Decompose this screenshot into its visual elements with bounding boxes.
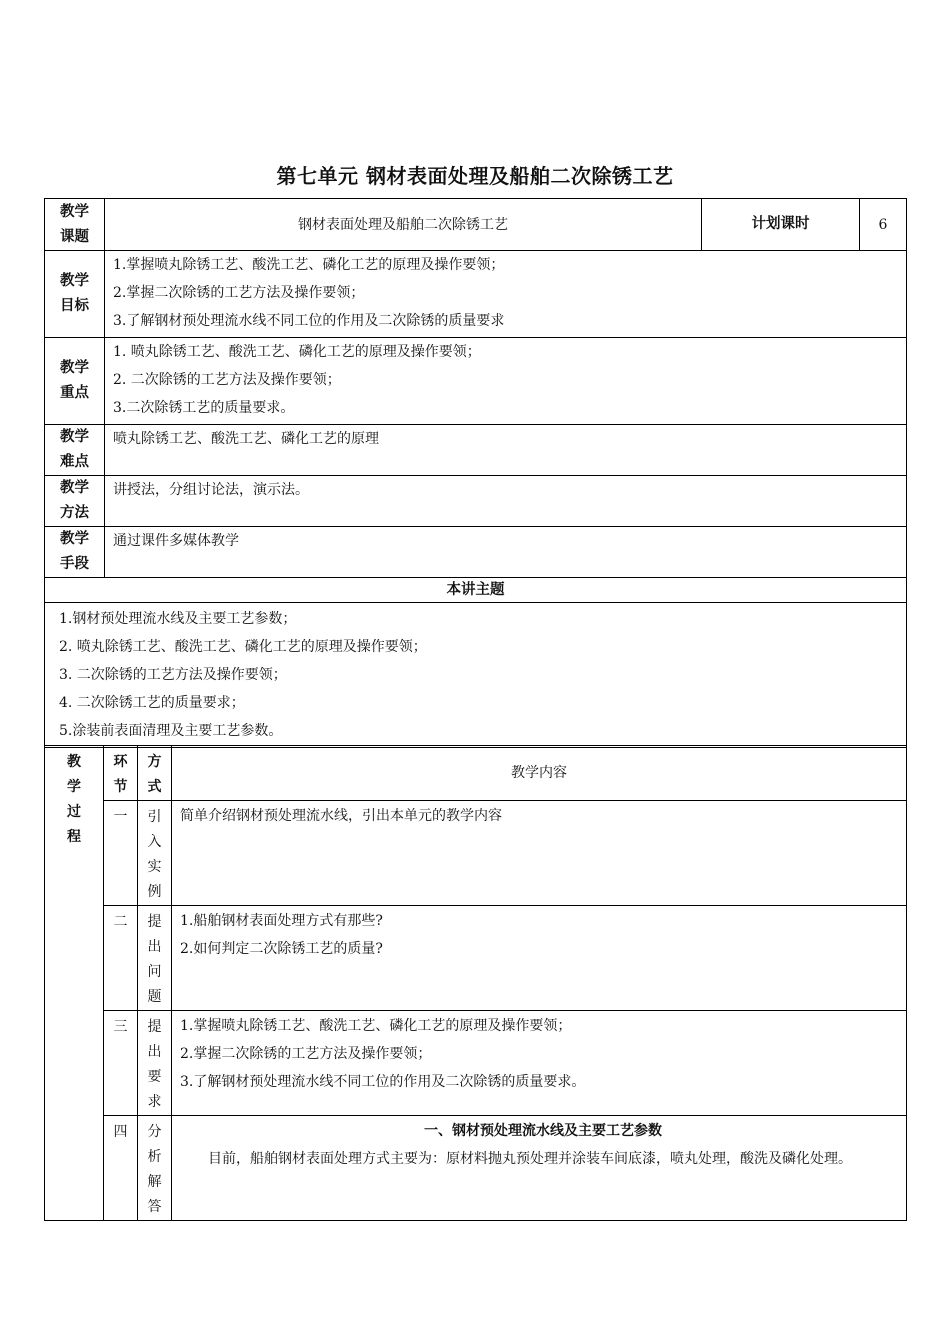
step-4: 四 [104,1116,138,1221]
hours-value: 6 [860,199,907,251]
key-points-label: 教学 重点 [45,338,105,425]
mode-4: 分 析 解 答 [138,1116,172,1221]
step-2: 二 [104,906,138,1011]
topics-header: 本讲主题 [45,578,907,603]
step-column-header: 环 节 [104,746,138,801]
objectives-label: 教学 目标 [45,251,105,338]
content-3: 1.掌握喷丸除锈工艺、酸洗工艺、磷化工艺的原理及操作要领； 2.掌握二次除锈的工艺方法及操作要领； 3.了解钢材预处理流水线不同工位的作用及二次除锈的质量要求。 [172,1011,907,1116]
mode-3: 提 出 要 求 [138,1011,172,1116]
content-4 [172,1116,907,1221]
methods-content: 讲授法，分组讨论法，演示法。 [105,476,907,527]
info-table [44,198,907,748]
process-table [44,745,907,1221]
hours-label: 计划课时 [702,199,860,251]
course-label: 教学 课题 [45,199,105,251]
key-points-content: 1. 喷丸除锈工艺、酸洗工艺、磷化工艺的原理及操作要领； 2. 二次除锈的工艺方法及操作要领； 3.二次除锈工艺的质量要求。 [105,338,907,425]
process-label: 教 学 过 程 [45,746,104,1221]
section-paragraph: 目前，船舶钢材表面处理方式主要为：原材料抛丸预处理并涂装车间底漆，喷丸处理，酸洗及磷化处理。 [208,1151,852,1167]
methods-label: 教学 方法 [45,476,105,527]
content-column-header: 教学内容 [172,746,907,801]
topics-content: 1.钢材预处理流水线及主要工艺参数； 2. 喷丸除锈工艺、酸洗工艺、磷化工艺的原理及操作要领； 3. 二次除锈的工艺方法及操作要领； 4. 二次除锈工艺的质量要求； 5.涂装前表面清理及主要工艺参数。 [45,603,907,748]
difficulties-content: 喷丸除锈工艺、酸洗工艺、磷化工艺的原理 [105,425,907,476]
objectives-content: 1.掌握喷丸除锈工艺、酸洗工艺、磷化工艺的原理及操作要领； 2.掌握二次除锈的工艺方法及操作要领； 3.了解钢材预处理流水线不同工位的作用及二次除锈的质量要求 [105,251,907,338]
course-value: 钢材表面处理及船舶二次除锈工艺 [105,199,702,251]
content-1: 简单介绍钢材预处理流水线，引出本单元的教学内容 [172,801,907,906]
content-2: 1.船舶钢材表面处理方式有那些? 2.如何判定二次除锈工艺的质量? [172,906,907,1011]
difficulties-label: 教学 难点 [45,425,105,476]
means-label: 教学 手段 [45,527,105,578]
mode-column-header: 方 式 [138,746,172,801]
mode-1: 引 入 实 例 [138,801,172,906]
page-title: 第七单元 钢材表面处理及船舶二次除锈工艺 [276,164,674,188]
step-1: 一 [104,801,138,906]
means-content: 通过课件多媒体教学 [105,527,907,578]
section-heading: 一、钢材预处理流水线及主要工艺参数 [424,1123,662,1139]
step-3: 三 [104,1011,138,1116]
mode-2: 提 出 问 题 [138,906,172,1011]
